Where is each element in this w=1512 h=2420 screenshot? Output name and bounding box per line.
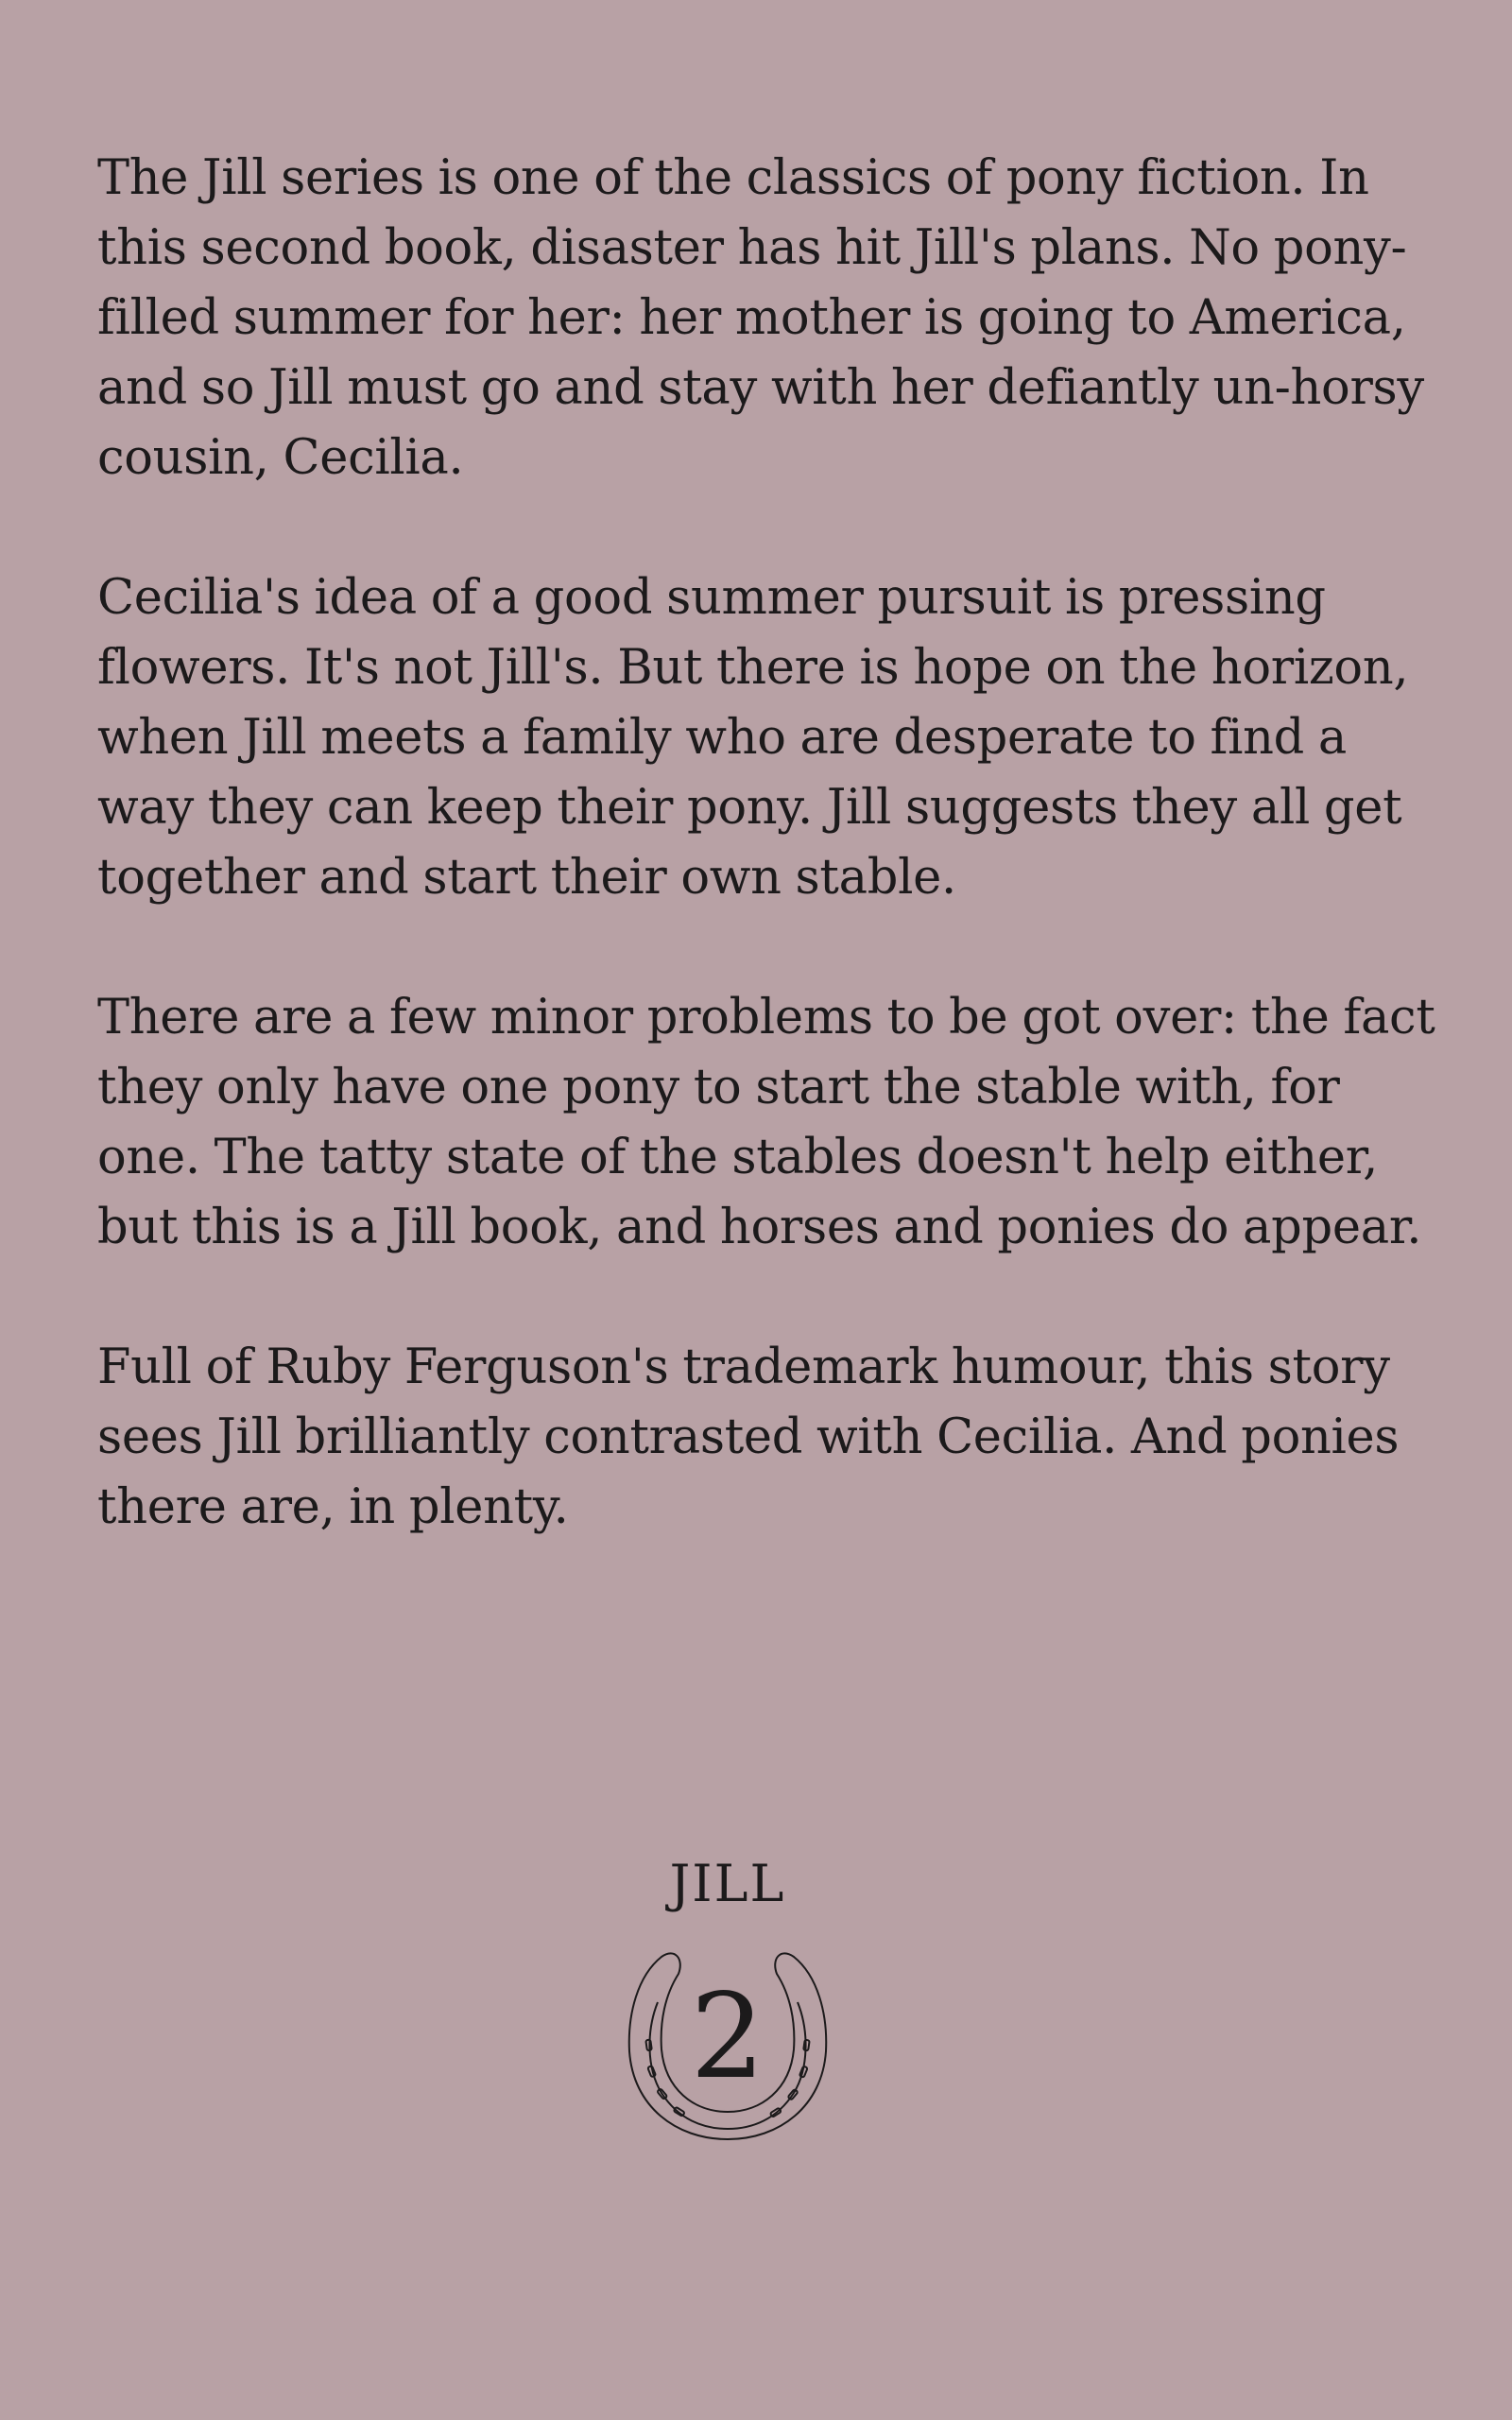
- back-cover-blurb: [97, 144, 1439, 1613]
- series-label: JILL: [669, 1854, 786, 1913]
- blurb-paragraph-1: The Jill series is one of the classics of pony fiction. In this second book, disaster has hit Jill's plans. No pony-filled summer for her: her mother is going to America, and so Jill must go and stay with her defiantly un-horsy cousin, Cecilia.: [97, 150, 1424, 486]
- series-number: 2: [690, 1969, 765, 2105]
- series-number-badge: [624, 1945, 832, 2149]
- blurb-paragraph-2: Cecilia's idea of a good summer pursuit is pressing flowers. It's not Jill's. But there is hope on the horizon, when Jill meets a family who are desperate to find a way they can keep their pony. Jill suggests they all get together and start their own stable.: [97, 570, 1409, 906]
- blurb-paragraph-4: Full of Ruby Ferguson's trademark humour, this story sees Jill brilliantly contrasted with Cecilia. And ponies there are, in plenty.: [97, 1340, 1400, 1535]
- blurb-paragraph-3: There are a few minor problems to be got over: the fact they only have one pony to start the stable with, for one. The tatty state of the stables doesn't help either, but this is a Jill book, and horses and ponies do appear.: [97, 990, 1435, 1255]
